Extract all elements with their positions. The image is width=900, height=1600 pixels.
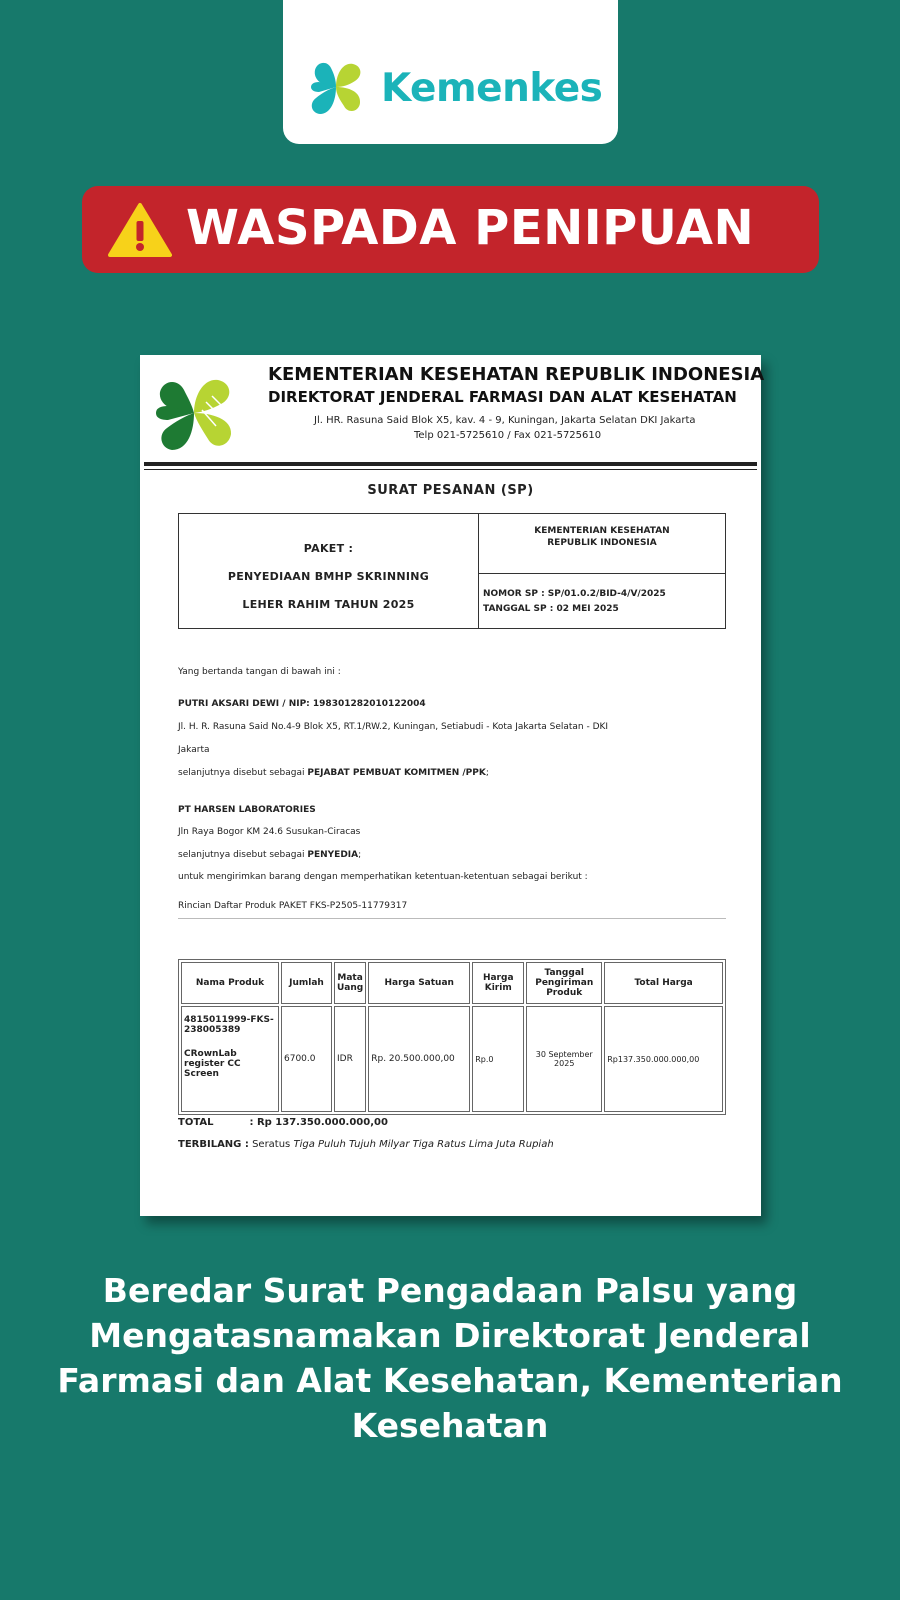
issuer-line-2: REPUBLIK INDONESIA <box>547 538 657 548</box>
intro-text: Yang bertanda tangan di bawah ini : <box>178 667 341 677</box>
letter-title: SURAT PESANAN (SP) <box>367 483 534 498</box>
total-line <box>178 1117 388 1128</box>
product-table <box>178 959 726 1115</box>
letterhead-ministry: KEMENTERIAN KESEHATAN REPUBLIK INDONESIA <box>268 364 765 385</box>
instruction-text: untuk mengirimkan barang dengan memperhatikan ketentuan-ketentuan sebagai berikut : <box>178 872 588 882</box>
ppk-suffix: ; <box>485 768 489 778</box>
box-horizontal-divider <box>478 573 725 574</box>
header-cell: Nama Produk <box>181 962 279 1004</box>
terbilang-line <box>178 1139 554 1150</box>
header-cell: Jumlah <box>281 962 332 1004</box>
signer-name: PUTRI AKSARI DEWI / NIP: 198301282010122004 <box>178 699 426 709</box>
terbilang-label: TERBILANG : <box>178 1139 249 1150</box>
table-row <box>181 1006 723 1112</box>
product-name: CRownLab register CC Screen <box>184 1049 241 1079</box>
kemenkes-logo-card <box>283 0 618 144</box>
shipping-cell: Rp.0 <box>472 1006 524 1112</box>
header-cell: Total Harga <box>604 962 723 1004</box>
vendor-name: PT HARSEN LABORATORIES <box>178 805 316 815</box>
header-cell: Tanggal Pengiriman Produk <box>526 962 602 1004</box>
tanggal-sp: TANGGAL SP : 02 MEI 2025 <box>483 604 619 614</box>
delivery-date-cell: 30 September 2025 <box>526 1006 602 1112</box>
product-code: 4815011999-FKS-238005389 <box>184 1015 274 1035</box>
terbilang-word: Seratus <box>252 1139 291 1150</box>
total-price-cell: Rp137.350.000.000,00 <box>604 1006 723 1112</box>
issuer-line-1: KEMENTERIAN KESEHATAN <box>534 526 670 536</box>
qty-cell: 6700.0 <box>281 1006 332 1112</box>
paket-line-1: PENYEDIAAN BMHP SKRINNING <box>227 570 430 583</box>
terbilang-rest: Tiga Puluh Tujuh Milyar Tiga Ratus Lima Juta Rupiah <box>293 1139 554 1150</box>
letterhead-directorate: DIREKTORAT JENDERAL FARMASI DAN ALAT KESEHATAN <box>268 388 737 406</box>
vendor-prefix: selanjutnya disebut sebagai <box>178 850 308 860</box>
currency-cell: IDR <box>334 1006 366 1112</box>
banner-title: WASPADA PENIPUAN <box>186 200 755 256</box>
nomor-sp: NOMOR SP : SP/01.0.2/BID-4/V/2025 <box>483 589 666 599</box>
paket-info-box <box>178 513 726 629</box>
vendor-designation <box>178 850 361 860</box>
ppk-role: PEJABAT PEMBUAT KOMITMEN /PPK <box>307 768 486 778</box>
total-value: : Rp 137.350.000.000,00 <box>249 1117 388 1128</box>
letterhead-divider-thin <box>144 469 757 470</box>
paket-label: PAKET : <box>303 542 354 555</box>
signer-address-line-1: Jl. H. R. Rasuna Said No.4-9 Blok X5, RT.1/RW.2, Kuningan, Setiabudi - Kota Jakarta Selatan - DKI <box>178 722 609 732</box>
header-cell: Harga Satuan <box>368 962 470 1004</box>
news-caption: Beredar Surat Pengadaan Palsu yang Mengatasnamakan Direktorat Jenderal Farmasi dan Alat Kesehatan, Kementerian Kesehatan <box>57 1271 843 1445</box>
signer-address-line-2: Jakarta <box>178 745 210 755</box>
paket-line-2: LEHER RAHIM TAHUN 2025 <box>242 598 415 611</box>
vendor-address: Jln Raya Bogor KM 24.6 Susukan-Ciracas <box>178 827 361 837</box>
rincian-text: Rincian Daftar Produk PAKET FKS-P2505-11779317 <box>178 901 408 911</box>
total-label: TOTAL <box>178 1117 214 1128</box>
letterhead-address: Jl. HR. Rasuna Said Blok X5, kav. 4 - 9, Kuningan, Jakarta Selatan DKI Jakarta <box>314 415 696 426</box>
product-cell <box>181 1006 279 1112</box>
ministry-logo-icon <box>154 370 240 456</box>
letterhead-divider-thick <box>144 462 757 466</box>
fraud-warning-banner <box>82 186 819 273</box>
header-cell: Mata Uang <box>334 962 366 1004</box>
brand-name: Kemenkes <box>381 66 603 111</box>
table-header-row <box>181 962 723 1004</box>
fake-letter-document <box>140 355 765 1216</box>
warning-triangle-icon <box>108 202 172 258</box>
vendor-role: PENYEDIA <box>307 850 359 860</box>
unit-price-cell: Rp. 20.500.000,00 <box>368 1006 470 1112</box>
letterhead-phone: Telp 021-5725610 / Fax 021-5725610 <box>414 430 602 441</box>
header-cell: Harga Kirim <box>472 962 524 1004</box>
rincian-divider <box>178 918 726 919</box>
ppk-designation <box>178 768 489 778</box>
ppk-prefix: selanjutnya disebut sebagai <box>178 768 308 778</box>
vendor-suffix: ; <box>358 850 362 860</box>
kemenkes-logo-icon <box>305 56 367 120</box>
